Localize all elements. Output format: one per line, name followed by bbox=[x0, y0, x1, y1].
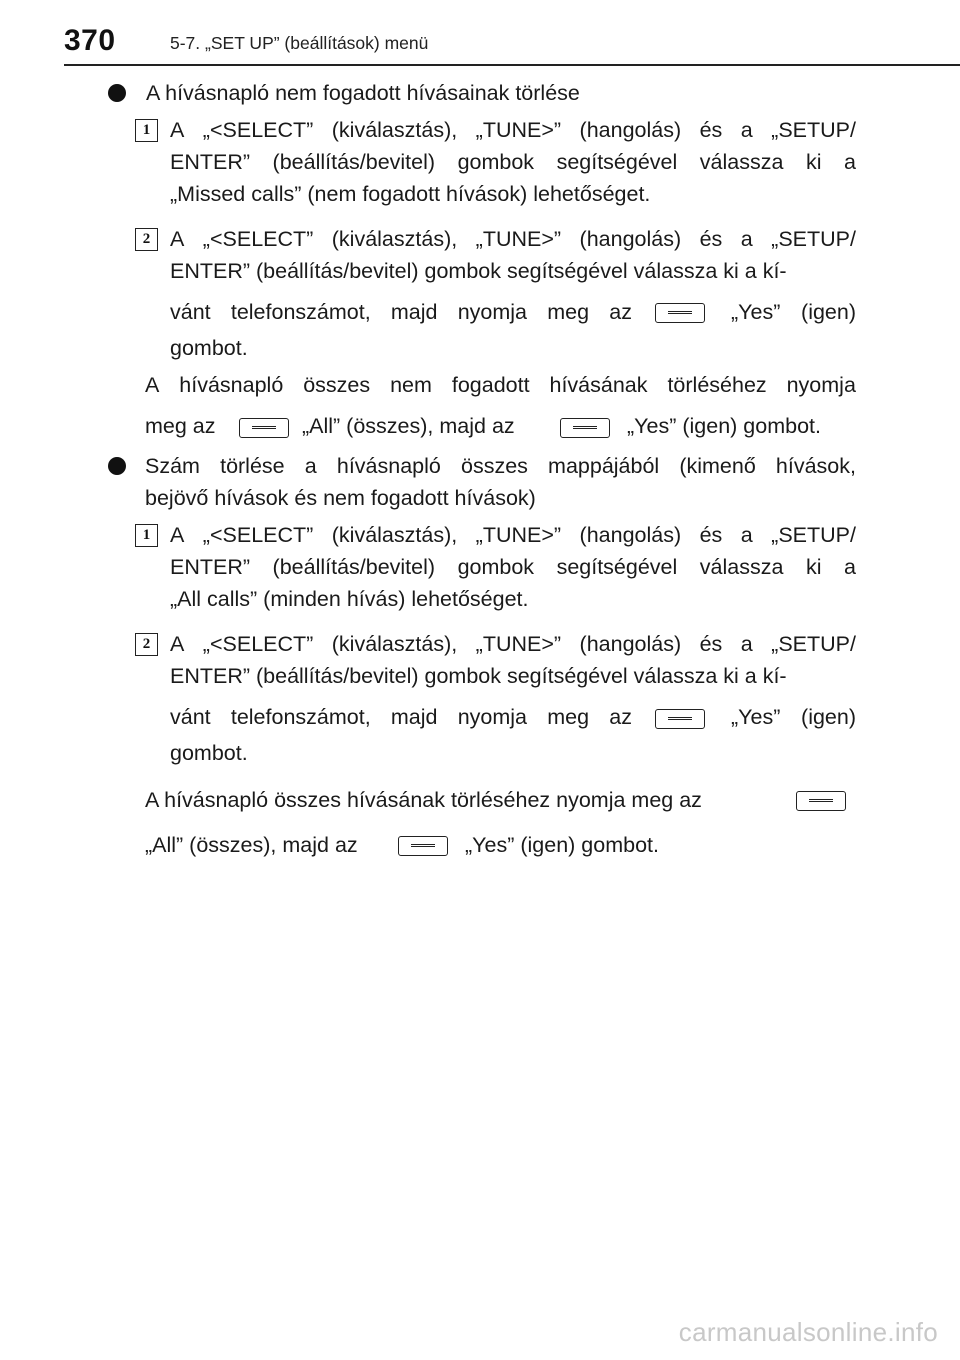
s1-note-line1 bbox=[145, 371, 856, 399]
word: nyomja bbox=[457, 300, 527, 324]
s1-step2-line4: gombot. bbox=[170, 336, 248, 360]
word: (kiválasztás), bbox=[331, 227, 458, 251]
s2-step2-line3-tail bbox=[731, 703, 856, 731]
section-title: 5-7. „SET UP” (beállítások) menü bbox=[170, 33, 429, 53]
word: (igen) bbox=[801, 705, 856, 729]
step-number-2: 2 bbox=[135, 228, 158, 251]
word: ki bbox=[805, 150, 822, 174]
word: és bbox=[699, 227, 723, 251]
word: és bbox=[699, 523, 723, 547]
word: ENTER” bbox=[170, 555, 251, 579]
s2-step2-line1 bbox=[170, 630, 856, 658]
section2-heading-line2: bejövő hívások és nem fogadott hívások) bbox=[145, 486, 536, 510]
s2-step2-line2: ENTER” (beállítás/bevitel) gombok segítségével válassza ki a kí- bbox=[170, 664, 787, 688]
s1-step1-line3: „Missed calls” (nem fogadott hívások) lehetőséget. bbox=[170, 182, 651, 206]
word: válassza bbox=[699, 150, 784, 174]
word: (beállítás/bevitel) bbox=[272, 150, 436, 174]
word: „TUNE>” bbox=[475, 227, 562, 251]
step-number-1: 1 bbox=[135, 524, 158, 547]
word: a bbox=[740, 523, 753, 547]
word: összes bbox=[303, 373, 371, 397]
s2-step2-line3 bbox=[170, 703, 632, 731]
word: a bbox=[304, 454, 317, 478]
word: gombok bbox=[457, 555, 535, 579]
s2-step2-line4: gombot. bbox=[170, 741, 248, 765]
s1-note-line2b: „All” (összes), majd az bbox=[302, 414, 515, 438]
word: A bbox=[170, 118, 185, 142]
word: „<SELECT” bbox=[202, 227, 314, 251]
word: válassza bbox=[699, 555, 784, 579]
word: (igen) bbox=[801, 300, 856, 324]
word: A bbox=[145, 373, 160, 397]
word: mappájából bbox=[548, 454, 660, 478]
word: A bbox=[170, 227, 185, 251]
s2-step1-line1 bbox=[170, 521, 856, 549]
word: telefonszámot, bbox=[230, 300, 371, 324]
word: a bbox=[740, 227, 753, 251]
word: törléséhez bbox=[667, 373, 767, 397]
word: és bbox=[699, 632, 723, 656]
s2-step1-line2 bbox=[170, 553, 856, 581]
word: „SETUP/ bbox=[771, 632, 856, 656]
word: „SETUP/ bbox=[771, 118, 856, 142]
word: A bbox=[170, 632, 185, 656]
s2-step1-line3: „All calls” (minden hívás) lehetőséget. bbox=[170, 587, 529, 611]
word: telefonszámot, bbox=[230, 705, 371, 729]
word: meg bbox=[547, 705, 590, 729]
s1-note-line2c: „Yes” (igen) gombot. bbox=[627, 414, 821, 438]
word: „TUNE>” bbox=[475, 118, 562, 142]
word: Szám bbox=[145, 454, 200, 478]
word: a bbox=[843, 150, 856, 174]
horizontal-bar-button-icon bbox=[560, 418, 610, 438]
step-number-2: 2 bbox=[135, 633, 158, 656]
horizontal-bar-button-icon bbox=[398, 836, 448, 856]
bullet-icon bbox=[108, 84, 126, 102]
word: és bbox=[699, 118, 723, 142]
s1-step2-line2: ENTER” (beállítás/bevitel) gombok segítségével válassza ki a kí- bbox=[170, 259, 787, 283]
word: az bbox=[609, 705, 632, 729]
word: A bbox=[170, 523, 185, 547]
word: vánt bbox=[170, 300, 211, 324]
section2-heading-line1 bbox=[145, 452, 856, 480]
word: nem bbox=[390, 373, 432, 397]
word: a bbox=[740, 118, 753, 142]
word: (kiválasztás), bbox=[331, 118, 458, 142]
word: (hangolás) bbox=[579, 632, 682, 656]
word: (kimenő bbox=[679, 454, 756, 478]
word: (kiválasztás), bbox=[331, 632, 458, 656]
s1-step1-line1 bbox=[170, 116, 856, 144]
word: (beállítás/bevitel) bbox=[272, 555, 436, 579]
horizontal-bar-button-icon bbox=[655, 709, 705, 729]
s1-step2-line3 bbox=[170, 298, 632, 326]
word: meg bbox=[547, 300, 590, 324]
word: „SETUP/ bbox=[771, 227, 856, 251]
word: nyomja bbox=[786, 373, 856, 397]
word: hívásnapló bbox=[179, 373, 284, 397]
word: összes bbox=[460, 454, 528, 478]
word: ENTER” bbox=[170, 150, 251, 174]
word: majd bbox=[390, 705, 438, 729]
section1-heading: A hívásnapló nem fogadott hívásainak törlése bbox=[146, 81, 580, 105]
word: hívások, bbox=[775, 454, 856, 478]
word: (hangolás) bbox=[579, 523, 682, 547]
word: „<SELECT” bbox=[202, 118, 314, 142]
horizontal-bar-button-icon bbox=[239, 418, 289, 438]
word: „Yes” bbox=[731, 300, 781, 324]
word: vánt bbox=[170, 705, 211, 729]
page-number: 370 bbox=[64, 24, 116, 57]
s1-note-line2a: meg az bbox=[145, 414, 216, 438]
horizontal-bar-button-icon bbox=[655, 303, 705, 323]
word: „TUNE>” bbox=[475, 523, 562, 547]
word: törlése bbox=[220, 454, 285, 478]
s2-note-line2b: „Yes” (igen) gombot. bbox=[465, 833, 659, 857]
step-number-1: 1 bbox=[135, 119, 158, 142]
word: nyomja bbox=[457, 705, 527, 729]
word: az bbox=[609, 300, 632, 324]
word: (hangolás) bbox=[579, 227, 682, 251]
s1-step2-line1 bbox=[170, 225, 856, 253]
word: gombok bbox=[457, 150, 535, 174]
word: segítségével bbox=[556, 555, 678, 579]
word: (hangolás) bbox=[579, 118, 682, 142]
word: „Yes” bbox=[731, 705, 781, 729]
word: ki bbox=[805, 555, 822, 579]
word: hívásának bbox=[549, 373, 648, 397]
word: „TUNE>” bbox=[475, 632, 562, 656]
watermark: carmanualsonline.info bbox=[678, 1317, 938, 1347]
word: (kiválasztás), bbox=[331, 523, 458, 547]
bullet-icon bbox=[108, 457, 126, 475]
word: „<SELECT” bbox=[202, 523, 314, 547]
word: segítségével bbox=[556, 150, 678, 174]
s1-step1-line2 bbox=[170, 148, 856, 176]
word: a bbox=[843, 555, 856, 579]
s1-step2-line3-tail bbox=[731, 298, 856, 326]
word: „SETUP/ bbox=[771, 523, 856, 547]
word: majd bbox=[390, 300, 438, 324]
word: hívásnapló bbox=[336, 454, 441, 478]
s2-note-line1: A hívásnapló összes hívásának törléséhez nyomja meg az bbox=[145, 788, 702, 812]
horizontal-bar-button-icon bbox=[796, 791, 846, 811]
s2-note-line2a: „All” (összes), majd az bbox=[145, 833, 358, 857]
word: „<SELECT” bbox=[202, 632, 314, 656]
word: a bbox=[740, 632, 753, 656]
word: fogadott bbox=[451, 373, 530, 397]
